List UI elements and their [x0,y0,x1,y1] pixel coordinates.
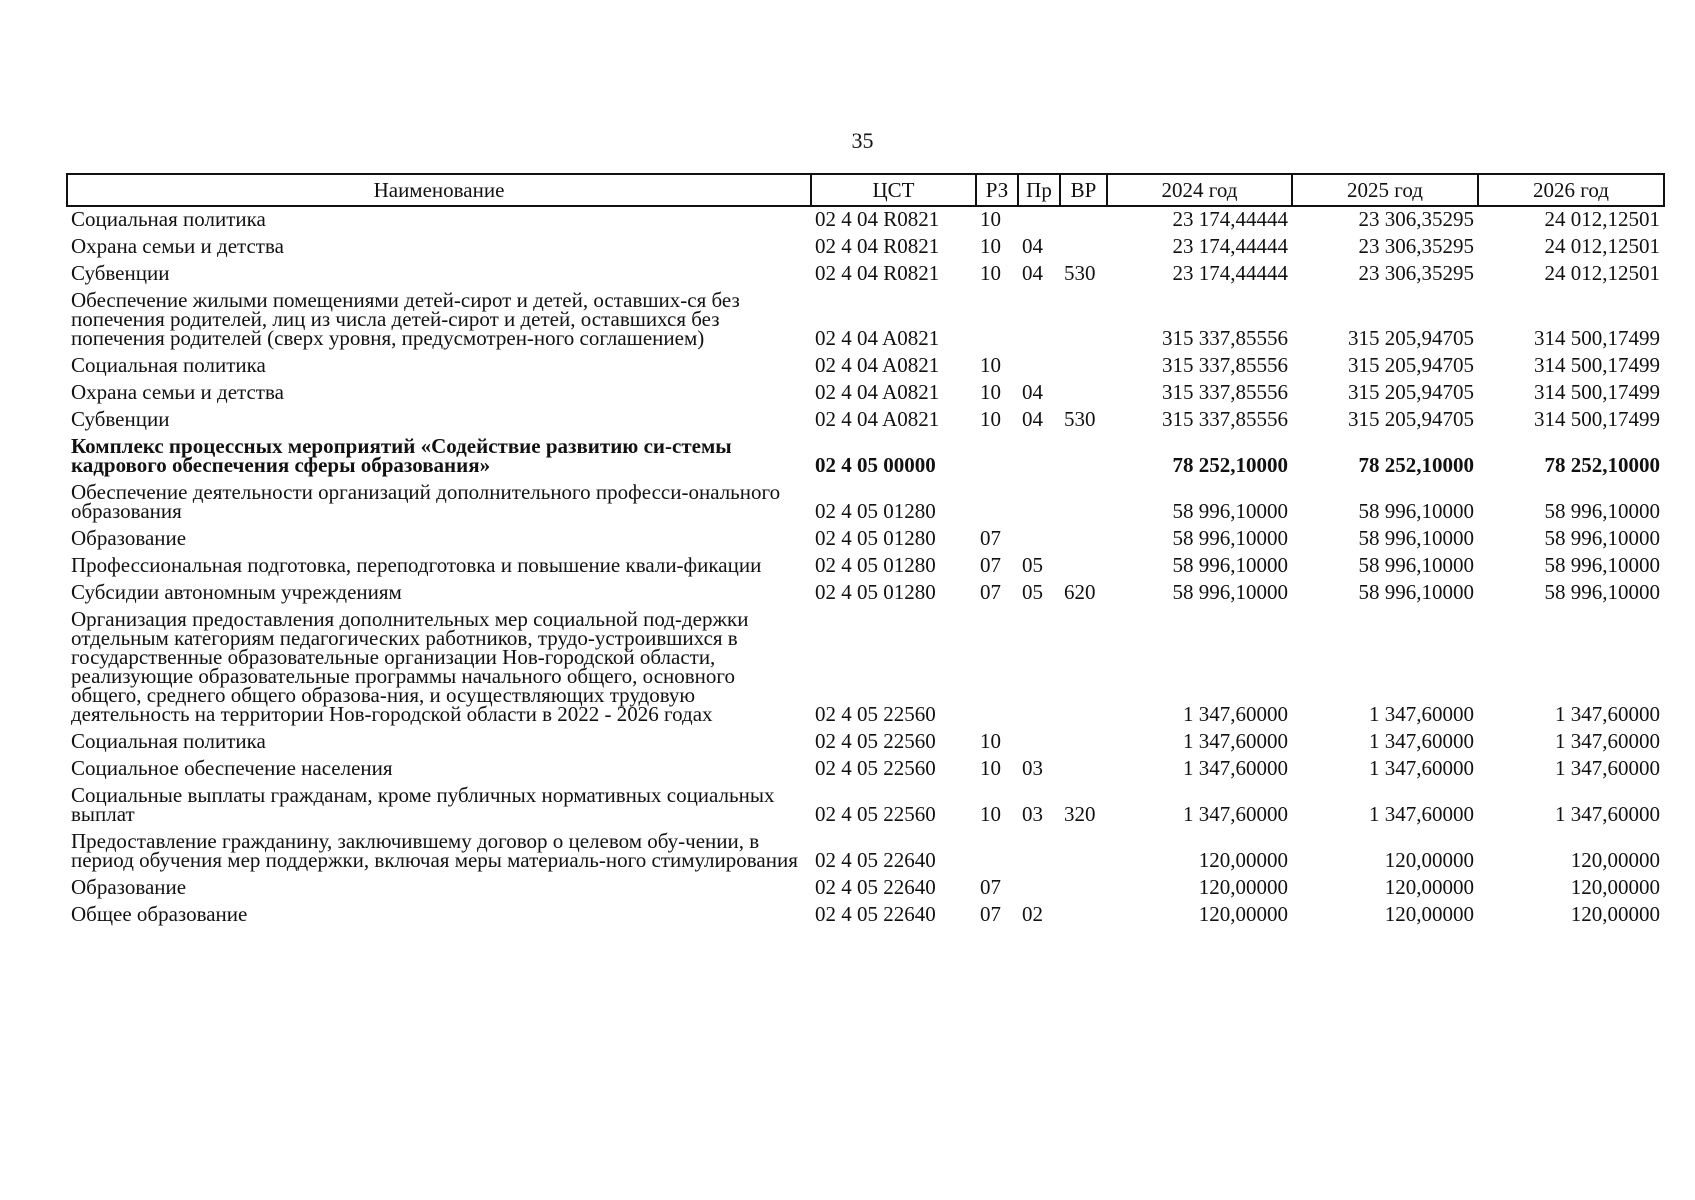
table-row [67,407,1664,434]
row-vr [1060,553,1107,580]
row-pr [1018,875,1060,902]
row-name: Организация предоставления дополнительных мер социальной под-держки отдельным категориям педагогических работников, трудо-устроившихся в государственные образовательные организации Нов-городской области, реализующие образовательные программы начального общего, основного общего, среднего общего образова-ния, и осуществляющих трудовую деятельность на территории Нов-городской области в 2022 - 2026 годах [71,607,749,726]
row-rz: 07 [980,553,1001,577]
row-2024: 58 996,10000 [1172,553,1288,577]
row-rz: 10 [980,207,1001,231]
row-2024: 23 174,44444 [1172,261,1288,285]
row-2026: 24 012,12501 [1544,261,1660,285]
row-rz: 10 [980,729,1001,753]
header-cst: ЦСТ [811,174,976,206]
row-cst: 02 4 04 A0821 [815,407,940,431]
row-2025: 315 205,94705 [1348,380,1474,404]
row-cst: 02 4 05 01280 [815,580,936,604]
row-rz [976,829,1018,875]
row-cst: 02 4 05 22640 [815,902,936,926]
row-2025: 315 205,94705 [1348,326,1474,350]
row-name: Субвенции [71,261,170,285]
row-cst: 02 4 05 22640 [815,848,936,872]
row-pr [1018,480,1060,526]
row-vr: 620 [1064,580,1096,604]
row-pr [1018,829,1060,875]
row-name: Социальные выплаты гражданам, кроме публичных нормативных социальных выплат [71,783,775,826]
row-pr [1018,729,1060,756]
row-rz: 10 [980,756,1001,780]
row-2025: 23 306,35295 [1358,261,1474,285]
header-pr: Пр [1018,174,1060,206]
row-cst: 02 4 05 00000 [815,453,936,477]
row-cst: 02 4 04 A0821 [815,353,940,377]
row-vr [1060,380,1107,407]
row-2025: 315 205,94705 [1348,407,1474,431]
row-vr [1060,729,1107,756]
table-row [67,729,1664,756]
table-row [67,756,1664,783]
row-rz [976,607,1018,729]
row-2026: 58 996,10000 [1544,553,1660,577]
row-cst: 02 4 04 R0821 [815,207,940,231]
table-row [67,607,1664,729]
row-2026: 1 347,60000 [1555,756,1660,780]
table-row [67,553,1664,580]
row-name: Социальная политика [71,353,266,377]
row-rz [976,288,1018,353]
row-cst: 02 4 05 01280 [815,499,936,523]
row-2026: 314 500,17499 [1534,407,1660,431]
row-2025: 1 347,60000 [1369,729,1474,753]
row-vr [1060,875,1107,902]
row-pr: 04 [1022,380,1043,404]
row-rz: 10 [980,380,1001,404]
row-2025: 120,00000 [1384,875,1474,899]
row-2025: 78 252,10000 [1358,453,1474,477]
row-cst: 02 4 04 A0821 [815,380,940,404]
row-2026: 120,00000 [1570,848,1660,872]
row-2026: 314 500,17499 [1534,380,1660,404]
row-name: Комплекс процессных мероприятий «Содействие развитию си-стемы кадрового обеспечения сферы образования» [71,434,732,477]
row-name: Социальное обеспечение населения [71,756,393,780]
row-rz: 10 [980,407,1001,431]
row-cst: 02 4 05 01280 [815,526,936,550]
row-2025: 1 347,60000 [1369,802,1474,826]
row-vr: 530 [1064,261,1096,285]
header-name: Наименование [67,174,811,206]
row-2025: 1 347,60000 [1369,756,1474,780]
row-2025: 58 996,10000 [1358,499,1474,523]
row-vr [1060,756,1107,783]
row-2024: 23 174,44444 [1172,234,1288,258]
row-2026: 120,00000 [1570,875,1660,899]
row-2025: 120,00000 [1384,902,1474,926]
row-name: Субсидии автономным учреждениям [71,580,402,604]
row-vr [1060,902,1107,929]
row-pr [1018,353,1060,380]
row-cst: 02 4 05 22560 [815,802,936,826]
row-vr [1060,480,1107,526]
row-2025: 58 996,10000 [1358,553,1474,577]
row-2024: 315 337,85556 [1162,353,1288,377]
row-2025: 23 306,35295 [1358,234,1474,258]
table-row [67,902,1664,929]
header-2026: 2026 год [1478,174,1664,206]
row-vr [1060,288,1107,353]
row-name: Охрана семьи и детства [71,234,284,258]
row-pr: 05 [1022,553,1043,577]
row-rz: 07 [980,875,1001,899]
row-2024: 315 337,85556 [1162,407,1288,431]
budget-table [66,173,1665,929]
row-vr [1060,526,1107,553]
row-cst: 02 4 04 R0821 [815,261,940,285]
table-row [67,783,1664,829]
row-vr: 530 [1064,407,1096,431]
row-2024: 120,00000 [1198,875,1288,899]
row-pr [1018,607,1060,729]
row-vr [1060,607,1107,729]
row-2026: 120,00000 [1570,902,1660,926]
row-2026: 1 347,60000 [1555,802,1660,826]
row-2024: 315 337,85556 [1162,380,1288,404]
row-pr: 02 [1022,902,1043,926]
row-vr [1060,234,1107,261]
page-number: 35 [851,128,874,153]
row-rz [976,434,1018,480]
row-rz [976,480,1018,526]
row-pr: 03 [1022,802,1043,826]
row-name: Субвенции [71,407,170,431]
row-name: Обеспечение деятельности организаций дополнительного професси-онального образования [71,480,781,523]
row-name: Охрана семьи и детства [71,380,284,404]
row-name: Социальная политика [71,729,266,753]
header-2024: 2024 год [1107,174,1292,206]
row-2024: 120,00000 [1198,902,1288,926]
row-vr: 320 [1064,802,1096,826]
row-rz: 07 [980,580,1001,604]
row-2025: 23 306,35295 [1358,207,1474,231]
table-row [67,526,1664,553]
row-2026: 58 996,10000 [1544,526,1660,550]
row-2025: 58 996,10000 [1358,526,1474,550]
row-name: Профессиональная подготовка, переподготовка и повышение квали-фикации [71,553,762,577]
row-2026: 1 347,60000 [1555,729,1660,753]
row-pr: 04 [1022,407,1043,431]
row-2025: 58 996,10000 [1358,580,1474,604]
row-2025: 315 205,94705 [1348,353,1474,377]
row-2026: 1 347,60000 [1555,702,1660,726]
table-row [67,434,1664,480]
row-2024: 1 347,60000 [1183,756,1288,780]
row-2024: 120,00000 [1198,848,1288,872]
row-name: Предоставление гражданину, заключившему договор о целевом обу-чении, в период обучения мер поддержки, включая меры материаль-ного стимулирования [71,829,798,872]
row-2026: 314 500,17499 [1534,326,1660,350]
header-2025: 2025 год [1292,174,1478,206]
row-2024: 315 337,85556 [1162,326,1288,350]
table-row [67,580,1664,607]
row-rz: 10 [980,353,1001,377]
row-rz: 10 [980,261,1001,285]
row-2025: 120,00000 [1384,848,1474,872]
table-row [67,206,1664,234]
table-row [67,829,1664,875]
row-vr [1060,829,1107,875]
row-rz: 07 [980,902,1001,926]
row-cst: 02 4 05 22640 [815,875,936,899]
row-pr: 04 [1022,261,1043,285]
row-2024: 1 347,60000 [1183,729,1288,753]
row-pr [1018,206,1060,234]
row-name: Образование [71,526,187,550]
row-rz: 10 [980,234,1001,258]
table-row [67,234,1664,261]
row-rz: 07 [980,526,1001,550]
header-row [67,174,1664,206]
row-cst: 02 4 05 22560 [815,729,936,753]
row-cst: 02 4 05 22560 [815,756,936,780]
row-pr: 03 [1022,756,1043,780]
row-vr [1060,353,1107,380]
table-row [67,288,1664,353]
row-cst: 02 4 05 01280 [815,553,936,577]
row-2024: 23 174,44444 [1172,207,1288,231]
row-name: Образование [71,875,187,899]
row-2026: 24 012,12501 [1544,207,1660,231]
row-name: Общее образование [71,902,248,926]
row-2024: 58 996,10000 [1172,580,1288,604]
table-row [67,480,1664,526]
row-name: Социальная политика [71,207,266,231]
row-2026: 78 252,10000 [1544,453,1660,477]
row-pr: 04 [1022,234,1043,258]
header-rz: РЗ [976,174,1018,206]
table-row [67,353,1664,380]
row-pr [1018,288,1060,353]
row-vr [1060,206,1107,234]
header-vr: ВР [1060,174,1107,206]
row-2024: 58 996,10000 [1172,499,1288,523]
row-2026: 24 012,12501 [1544,234,1660,258]
row-pr [1018,434,1060,480]
row-2025: 1 347,60000 [1369,702,1474,726]
row-2026: 58 996,10000 [1544,580,1660,604]
row-2024: 58 996,10000 [1172,526,1288,550]
table-row [67,380,1664,407]
row-2026: 314 500,17499 [1534,353,1660,377]
row-2024: 1 347,60000 [1183,802,1288,826]
table-body [67,206,1664,929]
row-name: Обеспечение жилыми помещениями детей-сирот и детей, оставших-ся без попечения родителей, лиц из числа детей-сирот и детей, оставшихся без попечения родителей (сверх уровня, предусмотрен-ного соглашением) [71,288,740,350]
row-pr: 05 [1022,580,1043,604]
table-row [67,261,1664,288]
table-row [67,875,1664,902]
row-pr [1018,526,1060,553]
row-vr [1060,434,1107,480]
row-2024: 1 347,60000 [1183,702,1288,726]
row-2026: 58 996,10000 [1544,499,1660,523]
row-rz: 10 [980,802,1001,826]
row-cst: 02 4 04 R0821 [815,234,940,258]
row-cst: 02 4 05 22560 [815,702,936,726]
row-cst: 02 4 04 A0821 [815,326,940,350]
row-2024: 78 252,10000 [1172,453,1288,477]
